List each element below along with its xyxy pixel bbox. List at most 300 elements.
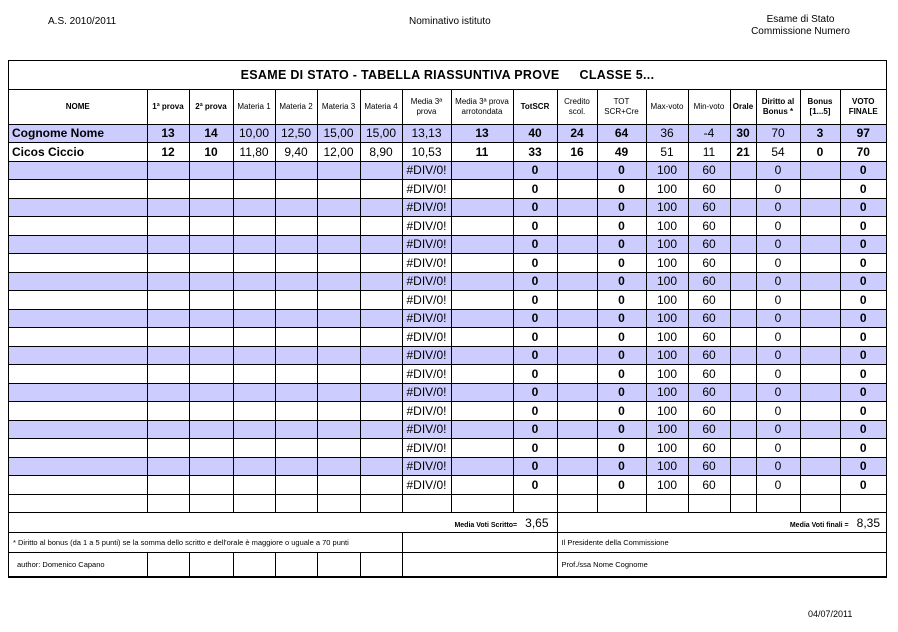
cell-tot: 0 xyxy=(597,309,646,328)
cell-materia2[interactable] xyxy=(275,439,317,458)
cell-orale[interactable] xyxy=(730,439,756,458)
cell-media3: #DIV/0! xyxy=(402,420,451,439)
cell-bonus[interactable] xyxy=(800,457,840,476)
student-name[interactable] xyxy=(9,420,147,439)
cell-credito[interactable] xyxy=(557,180,597,199)
cell-materia1[interactable] xyxy=(233,235,275,254)
school-year: A.S. 2010/2011 xyxy=(48,16,117,27)
cell-totscr: 0 xyxy=(513,272,557,291)
cell-orale[interactable] xyxy=(730,180,756,199)
cell-prova2[interactable] xyxy=(189,346,233,365)
cell-orale[interactable] xyxy=(730,328,756,347)
cell-bonus[interactable] xyxy=(800,272,840,291)
cell-maxvoto: 100 xyxy=(646,439,688,458)
cell-materia2[interactable] xyxy=(275,272,317,291)
cell-media3: #DIV/0! xyxy=(402,291,451,310)
cell-materia2[interactable] xyxy=(275,346,317,365)
cell-prova2[interactable]: 14 xyxy=(189,124,233,143)
cell-materia4[interactable] xyxy=(360,291,402,310)
cell-credito[interactable] xyxy=(557,272,597,291)
cell-bonus[interactable] xyxy=(800,439,840,458)
cell-materia2[interactable] xyxy=(275,217,317,236)
empty-row[interactable] xyxy=(9,457,886,476)
student-name[interactable] xyxy=(9,439,147,458)
cell-prova2[interactable] xyxy=(189,272,233,291)
empty-row[interactable] xyxy=(9,476,886,495)
cell-totscr: 0 xyxy=(513,161,557,180)
cell-materia2[interactable] xyxy=(275,328,317,347)
cell-materia3[interactable] xyxy=(317,383,360,402)
student-name[interactable] xyxy=(9,217,147,236)
cell-credito[interactable] xyxy=(557,254,597,273)
cell-totscr: 0 xyxy=(513,217,557,236)
cell-materia1[interactable] xyxy=(233,291,275,310)
col-materia4: Materia 4 xyxy=(360,90,402,124)
cell-voto: 0 xyxy=(840,272,886,291)
cell-materia4[interactable] xyxy=(360,476,402,495)
empty-row[interactable] xyxy=(9,439,886,458)
cell-prova2[interactable] xyxy=(189,217,233,236)
cell-materia4[interactable] xyxy=(360,254,402,273)
cell-orale[interactable] xyxy=(730,291,756,310)
cell-materia4[interactable]: 15,00 xyxy=(360,124,402,143)
cell-materia4[interactable] xyxy=(360,309,402,328)
student-name[interactable] xyxy=(9,457,147,476)
cell-materia1[interactable] xyxy=(233,180,275,199)
empty-row[interactable] xyxy=(9,235,886,254)
cell-media3: #DIV/0! xyxy=(402,309,451,328)
student-name[interactable]: Cicos Ciccio xyxy=(9,143,147,162)
student-name[interactable] xyxy=(9,402,147,421)
student-name[interactable] xyxy=(9,291,147,310)
cell-materia1[interactable] xyxy=(233,439,275,458)
cell-orale[interactable] xyxy=(730,420,756,439)
cell-credito[interactable] xyxy=(557,235,597,254)
cell-orale[interactable]: 30 xyxy=(730,124,756,143)
cell-media3: #DIV/0! xyxy=(402,457,451,476)
cell-bonus[interactable] xyxy=(800,254,840,273)
cell-media3: #DIV/0! xyxy=(402,272,451,291)
media-finali-value: 8,35 xyxy=(856,515,880,530)
cell-materia2[interactable] xyxy=(275,402,317,421)
cell-maxvoto: 100 xyxy=(646,309,688,328)
cell-prova1[interactable] xyxy=(147,365,189,384)
cell-prova2[interactable] xyxy=(189,402,233,421)
cell-materia1[interactable] xyxy=(233,420,275,439)
cell-materia3[interactable] xyxy=(317,161,360,180)
cell-minvoto: 60 xyxy=(688,383,730,402)
cell-prova1[interactable] xyxy=(147,383,189,402)
cell-materia1[interactable] xyxy=(233,161,275,180)
cell-materia2[interactable] xyxy=(275,198,317,217)
cell-materia1[interactable] xyxy=(233,476,275,495)
cell-materia4[interactable] xyxy=(360,217,402,236)
empty-row[interactable] xyxy=(9,365,886,384)
cell-totscr: 0 xyxy=(513,254,557,273)
cell-minvoto: 60 xyxy=(688,439,730,458)
student-name[interactable] xyxy=(9,198,147,217)
cell-materia4[interactable] xyxy=(360,198,402,217)
cell-materia4[interactable] xyxy=(360,180,402,199)
cell-prova2[interactable] xyxy=(189,476,233,495)
cell-materia3[interactable] xyxy=(317,235,360,254)
cell-materia1[interactable] xyxy=(233,402,275,421)
cell-materia3[interactable]: 15,00 xyxy=(317,124,360,143)
cell-prova2[interactable] xyxy=(189,439,233,458)
cell-bonus[interactable] xyxy=(800,198,840,217)
cell-voto: 0 xyxy=(840,328,886,347)
cell-bonus[interactable] xyxy=(800,476,840,495)
cell-materia2[interactable] xyxy=(275,476,317,495)
cell-prova1[interactable] xyxy=(147,328,189,347)
cell-prova1[interactable] xyxy=(147,161,189,180)
cell-credito[interactable] xyxy=(557,365,597,384)
cell-totscr: 33 xyxy=(513,143,557,162)
cell-materia3[interactable] xyxy=(317,254,360,273)
empty-row[interactable] xyxy=(9,217,886,236)
cell-prova2[interactable] xyxy=(189,328,233,347)
cell-credito[interactable] xyxy=(557,217,597,236)
author-spacer xyxy=(189,553,233,577)
cell-materia3[interactable] xyxy=(317,180,360,199)
cell-prova1[interactable]: 12 xyxy=(147,143,189,162)
student-name[interactable] xyxy=(9,383,147,402)
cell-diritto: 0 xyxy=(756,476,800,495)
cell-materia4[interactable] xyxy=(360,402,402,421)
cell-prova1[interactable] xyxy=(147,439,189,458)
cell-maxvoto: 100 xyxy=(646,161,688,180)
cell-media3-arr xyxy=(451,365,513,384)
blank-cell xyxy=(147,494,189,513)
cell-prova1[interactable] xyxy=(147,402,189,421)
cell-maxvoto: 100 xyxy=(646,383,688,402)
column-header-row xyxy=(9,90,886,124)
cell-materia3[interactable] xyxy=(317,198,360,217)
cell-bonus[interactable] xyxy=(800,402,840,421)
cell-credito[interactable] xyxy=(557,420,597,439)
cell-materia4[interactable] xyxy=(360,420,402,439)
note-row xyxy=(9,533,886,553)
cell-materia3[interactable]: 12,00 xyxy=(317,143,360,162)
cell-orale[interactable] xyxy=(730,254,756,273)
empty-row[interactable] xyxy=(9,180,886,199)
cell-prova2[interactable] xyxy=(189,420,233,439)
cell-materia4[interactable] xyxy=(360,272,402,291)
cell-materia4[interactable] xyxy=(360,365,402,384)
cell-prova2[interactable] xyxy=(189,180,233,199)
col-voto: VOTO FINALE xyxy=(840,90,886,124)
media-scritto xyxy=(402,513,557,533)
student-row[interactable] xyxy=(9,143,886,162)
blank-cell xyxy=(451,494,513,513)
cell-prova1[interactable] xyxy=(147,457,189,476)
cell-voto: 0 xyxy=(840,420,886,439)
cell-minvoto: 60 xyxy=(688,476,730,495)
cell-prova1[interactable] xyxy=(147,235,189,254)
cell-bonus[interactable] xyxy=(800,420,840,439)
cell-minvoto: 60 xyxy=(688,457,730,476)
cell-diritto: 0 xyxy=(756,420,800,439)
cell-materia3[interactable] xyxy=(317,346,360,365)
cell-orale[interactable] xyxy=(730,476,756,495)
cell-prova1[interactable] xyxy=(147,180,189,199)
cell-totscr: 0 xyxy=(513,309,557,328)
cell-materia3[interactable] xyxy=(317,328,360,347)
cell-prova2[interactable] xyxy=(189,457,233,476)
cell-voto: 70 xyxy=(840,143,886,162)
empty-row[interactable] xyxy=(9,198,886,217)
cell-materia2[interactable] xyxy=(275,235,317,254)
cell-materia3[interactable] xyxy=(317,439,360,458)
cell-materia1[interactable] xyxy=(233,346,275,365)
student-name[interactable] xyxy=(9,328,147,347)
empty-row[interactable] xyxy=(9,346,886,365)
cell-materia2[interactable] xyxy=(275,161,317,180)
cell-materia3[interactable] xyxy=(317,476,360,495)
cell-minvoto: -4 xyxy=(688,124,730,143)
cell-materia4[interactable] xyxy=(360,457,402,476)
cell-orale[interactable] xyxy=(730,272,756,291)
cell-materia2[interactable] xyxy=(275,291,317,310)
cell-prova2[interactable] xyxy=(189,291,233,310)
cell-tot: 0 xyxy=(597,254,646,273)
empty-row[interactable] xyxy=(9,309,886,328)
cell-diritto: 0 xyxy=(756,161,800,180)
cell-materia2[interactable]: 12,50 xyxy=(275,124,317,143)
cell-media3-arr xyxy=(451,439,513,458)
cell-prova1[interactable] xyxy=(147,346,189,365)
cell-prova2[interactable] xyxy=(189,365,233,384)
cell-materia4[interactable]: 8,90 xyxy=(360,143,402,162)
col-orale: Orale xyxy=(730,90,756,124)
blank-cell xyxy=(513,494,557,513)
cell-materia1[interactable] xyxy=(233,365,275,384)
cell-materia1[interactable]: 11,80 xyxy=(233,143,275,162)
cell-credito[interactable] xyxy=(557,328,597,347)
author-label: author: Domenico Capano xyxy=(9,553,147,577)
cell-prova1[interactable] xyxy=(147,476,189,495)
cell-bonus[interactable] xyxy=(800,328,840,347)
cell-prova1[interactable] xyxy=(147,420,189,439)
cell-materia3[interactable] xyxy=(317,402,360,421)
author-spacer xyxy=(317,553,360,577)
cell-materia1[interactable] xyxy=(233,328,275,347)
cell-orale[interactable] xyxy=(730,365,756,384)
cell-orale[interactable] xyxy=(730,402,756,421)
cell-bonus[interactable] xyxy=(800,180,840,199)
cell-materia3[interactable] xyxy=(317,272,360,291)
blank-cell xyxy=(688,494,730,513)
student-name[interactable] xyxy=(9,254,147,273)
cell-prova2[interactable] xyxy=(189,198,233,217)
cell-materia4[interactable] xyxy=(360,346,402,365)
cell-materia4[interactable] xyxy=(360,235,402,254)
media-scritto-label: Media Voti Scritto= xyxy=(454,521,518,529)
cell-media3: #DIV/0! xyxy=(402,439,451,458)
cell-materia4[interactable] xyxy=(360,383,402,402)
cell-prova1[interactable] xyxy=(147,291,189,310)
cell-prova2[interactable] xyxy=(189,309,233,328)
cell-media3-arr xyxy=(451,402,513,421)
cell-minvoto: 60 xyxy=(688,291,730,310)
cell-materia2[interactable] xyxy=(275,383,317,402)
sheet-title xyxy=(9,61,886,90)
cell-prova1[interactable] xyxy=(147,272,189,291)
cell-materia1[interactable] xyxy=(233,309,275,328)
cell-materia2[interactable]: 9,40 xyxy=(275,143,317,162)
cell-media3-arr xyxy=(451,161,513,180)
cell-prova2[interactable] xyxy=(189,383,233,402)
cell-maxvoto: 100 xyxy=(646,254,688,273)
cell-tot: 0 xyxy=(597,198,646,217)
cell-prova2[interactable] xyxy=(189,161,233,180)
cell-orale[interactable] xyxy=(730,457,756,476)
cell-materia3[interactable] xyxy=(317,420,360,439)
cell-materia1[interactable] xyxy=(233,457,275,476)
cell-tot: 0 xyxy=(597,476,646,495)
cell-materia1[interactable] xyxy=(233,198,275,217)
cell-bonus[interactable] xyxy=(800,235,840,254)
cell-materia2[interactable] xyxy=(275,457,317,476)
cell-bonus[interactable] xyxy=(800,217,840,236)
cell-voto: 0 xyxy=(840,365,886,384)
blank-cell xyxy=(730,494,756,513)
empty-row[interactable] xyxy=(9,383,886,402)
cell-diritto: 0 xyxy=(756,457,800,476)
cell-orale[interactable] xyxy=(730,217,756,236)
empty-row[interactable] xyxy=(9,291,886,310)
cell-credito[interactable]: 16 xyxy=(557,143,597,162)
cell-materia2[interactable] xyxy=(275,309,317,328)
cell-materia1[interactable] xyxy=(233,254,275,273)
empty-row[interactable] xyxy=(9,272,886,291)
cell-materia3[interactable] xyxy=(317,457,360,476)
cell-credito[interactable] xyxy=(557,402,597,421)
cell-materia1[interactable] xyxy=(233,272,275,291)
empty-row[interactable] xyxy=(9,161,886,180)
cell-materia3[interactable] xyxy=(317,309,360,328)
empty-row[interactable] xyxy=(9,328,886,347)
cell-credito[interactable] xyxy=(557,457,597,476)
cell-credito[interactable] xyxy=(557,309,597,328)
col-media3-arr: Media 3ª prova arrotondata xyxy=(451,90,513,124)
student-name[interactable]: Cognome Nome xyxy=(9,124,147,143)
cell-prova2[interactable] xyxy=(189,254,233,273)
cell-orale[interactable] xyxy=(730,309,756,328)
cell-orale[interactable] xyxy=(730,346,756,365)
student-name[interactable] xyxy=(9,476,147,495)
cell-diritto: 0 xyxy=(756,180,800,199)
cell-diritto: 0 xyxy=(756,365,800,384)
cell-materia1[interactable] xyxy=(233,217,275,236)
blank-cell xyxy=(800,494,840,513)
cell-materia3[interactable] xyxy=(317,365,360,384)
student-name[interactable] xyxy=(9,235,147,254)
cell-credito[interactable] xyxy=(557,198,597,217)
cell-materia2[interactable] xyxy=(275,420,317,439)
cell-maxvoto: 100 xyxy=(646,402,688,421)
cell-voto: 97 xyxy=(840,124,886,143)
empty-row[interactable] xyxy=(9,402,886,421)
cell-prova2[interactable]: 10 xyxy=(189,143,233,162)
cell-bonus[interactable] xyxy=(800,309,840,328)
cell-credito[interactable] xyxy=(557,346,597,365)
cell-materia1[interactable] xyxy=(233,383,275,402)
cell-maxvoto: 100 xyxy=(646,420,688,439)
cell-credito[interactable] xyxy=(557,383,597,402)
cell-prova1[interactable] xyxy=(147,309,189,328)
cell-diritto: 0 xyxy=(756,254,800,273)
student-name[interactable] xyxy=(9,346,147,365)
cell-bonus[interactable] xyxy=(800,383,840,402)
cell-materia2[interactable] xyxy=(275,180,317,199)
cell-orale[interactable] xyxy=(730,198,756,217)
cell-bonus[interactable] xyxy=(800,346,840,365)
cell-materia3[interactable] xyxy=(317,291,360,310)
cell-materia2[interactable] xyxy=(275,254,317,273)
cell-maxvoto: 100 xyxy=(646,291,688,310)
cell-diritto: 0 xyxy=(756,217,800,236)
cell-materia4[interactable] xyxy=(360,161,402,180)
cell-voto: 0 xyxy=(840,457,886,476)
cell-credito[interactable] xyxy=(557,476,597,495)
cell-materia3[interactable] xyxy=(317,217,360,236)
cell-totscr: 40 xyxy=(513,124,557,143)
cell-prova1[interactable] xyxy=(147,254,189,273)
student-row[interactable] xyxy=(9,124,886,143)
cell-credito[interactable] xyxy=(557,161,597,180)
cell-media3-arr xyxy=(451,420,513,439)
cell-orale[interactable] xyxy=(730,235,756,254)
cell-materia2[interactable] xyxy=(275,365,317,384)
summary-sheet xyxy=(8,60,887,578)
cell-media3: #DIV/0! xyxy=(402,235,451,254)
empty-row[interactable] xyxy=(9,420,886,439)
cell-prova2[interactable] xyxy=(189,235,233,254)
blank-cell xyxy=(646,494,688,513)
cell-bonus[interactable]: 0 xyxy=(800,143,840,162)
cell-bonus[interactable]: 3 xyxy=(800,124,840,143)
cell-maxvoto: 100 xyxy=(646,217,688,236)
cell-prova1[interactable] xyxy=(147,217,189,236)
cell-bonus[interactable] xyxy=(800,291,840,310)
cell-maxvoto: 100 xyxy=(646,365,688,384)
cell-materia4[interactable] xyxy=(360,328,402,347)
empty-row[interactable] xyxy=(9,254,886,273)
student-name[interactable] xyxy=(9,309,147,328)
cell-bonus[interactable] xyxy=(800,365,840,384)
cell-credito[interactable] xyxy=(557,439,597,458)
cell-credito[interactable] xyxy=(557,291,597,310)
media-spacer xyxy=(9,513,402,533)
student-name[interactable] xyxy=(9,365,147,384)
cell-orale[interactable]: 21 xyxy=(730,143,756,162)
cell-media3: #DIV/0! xyxy=(402,365,451,384)
cell-prova1[interactable]: 13 xyxy=(147,124,189,143)
cell-orale[interactable] xyxy=(730,383,756,402)
cell-credito[interactable]: 24 xyxy=(557,124,597,143)
cell-materia1[interactable]: 10,00 xyxy=(233,124,275,143)
cell-prova1[interactable] xyxy=(147,198,189,217)
cell-bonus[interactable] xyxy=(800,161,840,180)
student-name[interactable] xyxy=(9,272,147,291)
student-name[interactable] xyxy=(9,180,147,199)
student-name[interactable] xyxy=(9,161,147,180)
cell-orale[interactable] xyxy=(730,161,756,180)
author-row xyxy=(9,553,886,577)
cell-media3: #DIV/0! xyxy=(402,161,451,180)
cell-materia4[interactable] xyxy=(360,439,402,458)
